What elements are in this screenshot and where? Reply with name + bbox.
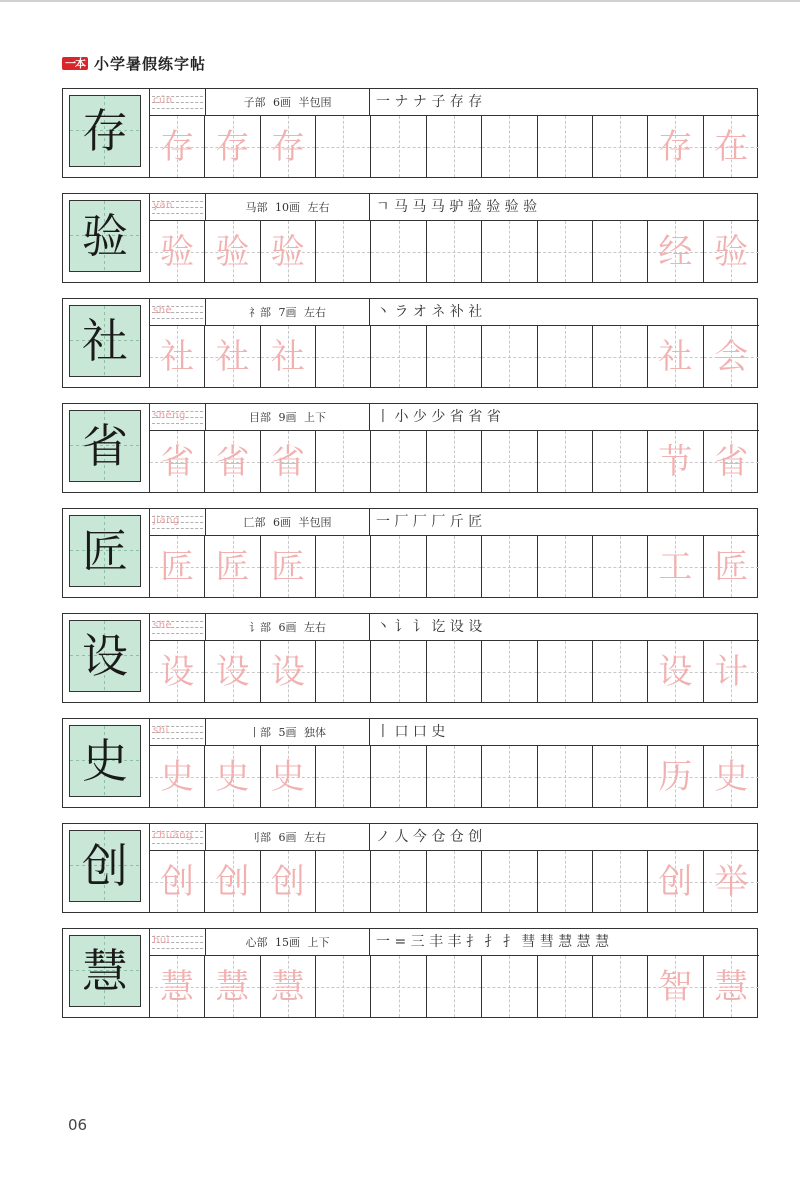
pinyin-box [150, 614, 206, 641]
blank-practice-cell [538, 746, 593, 807]
practice-grid [149, 326, 759, 387]
pinyin-guide-line [152, 423, 203, 424]
character-info-strip [149, 509, 759, 536]
trace-character: 匠 [270, 546, 305, 587]
character-info-strip [149, 404, 759, 431]
pinyin-guide-line [152, 528, 203, 529]
cell-guide-vertical [399, 956, 400, 1017]
pinyin-box [150, 194, 206, 221]
pinyin-box [150, 404, 206, 431]
trace-cell [205, 956, 260, 1017]
blank-practice-cell [316, 431, 371, 492]
character-info-strip [149, 614, 759, 641]
trace-cell [261, 641, 316, 702]
pinyin-text: yàn [153, 200, 173, 211]
cell-guide-vertical [509, 641, 510, 702]
trace-cell [150, 536, 205, 597]
model-character-box [69, 200, 141, 272]
radical-stroke-structure: 匚部 6画 半包围 [206, 509, 370, 536]
cell-guide-vertical [343, 851, 344, 912]
pinyin-guide-line [152, 213, 203, 214]
model-character: 创 [82, 839, 128, 893]
pinyin-text: jiàng [153, 515, 180, 526]
practice-row [62, 718, 758, 808]
pinyin-box [150, 824, 206, 851]
blank-practice-cell [427, 116, 482, 177]
word-cell [648, 116, 703, 177]
trace-cell [150, 221, 205, 282]
practice-row [62, 613, 758, 703]
word-cell [648, 221, 703, 282]
cell-guide-vertical [509, 956, 510, 1017]
trace-character: 省 [160, 441, 195, 482]
cell-guide-vertical [399, 431, 400, 492]
pinyin-guide-line [152, 948, 203, 949]
cell-guide-vertical [620, 956, 621, 1017]
practice-grid [149, 641, 759, 702]
practice-grid [149, 851, 759, 912]
blank-practice-cell [316, 116, 371, 177]
character-info-strip [149, 824, 759, 851]
cell-guide-vertical [399, 641, 400, 702]
radical-stroke-structure: 刂部 6画 左右 [206, 824, 370, 851]
cell-guide-vertical [620, 746, 621, 807]
pinyin-text: shǐ [153, 725, 169, 736]
blank-practice-cell [538, 851, 593, 912]
trace-character: 省 [215, 441, 250, 482]
radical-stroke-structure: 子部 6画 半包围 [206, 89, 370, 116]
blank-practice-cell [427, 956, 482, 1017]
pinyin-text: shè [153, 305, 173, 316]
word-cell [648, 641, 703, 702]
cell-guide-vertical [343, 116, 344, 177]
practice-grid [149, 221, 759, 282]
word-cell [648, 431, 703, 492]
stroke-order: ノ 人 今 仓 仓 创 [376, 829, 483, 845]
stroke-order: 丨 小 少 少 省 省 省 [376, 409, 501, 425]
stroke-order: 丶 ラ オ ネ 补 社 [376, 304, 483, 320]
word-cell [648, 746, 703, 807]
blank-practice-cell [427, 221, 482, 282]
trace-character: 史 [215, 756, 250, 797]
trace-character: 设 [270, 651, 305, 692]
trace-cell [261, 431, 316, 492]
trace-cell [205, 116, 260, 177]
word-cell [704, 221, 759, 282]
cell-guide-vertical [399, 851, 400, 912]
trace-character: 创 [215, 861, 250, 902]
stroke-order: 一 厂 厂 厂 斤 匠 [376, 514, 483, 530]
blank-practice-cell [316, 326, 371, 387]
model-character-box [69, 95, 141, 167]
word-character: 计 [714, 651, 749, 692]
blank-practice-cell [316, 536, 371, 597]
character-info-strip [149, 299, 759, 326]
practice-grid [149, 116, 759, 177]
word-character: 存 [658, 126, 693, 167]
word-character: 举 [714, 861, 749, 902]
blank-practice-cell [316, 746, 371, 807]
trace-cell [261, 116, 316, 177]
trace-character: 社 [270, 336, 305, 377]
stroke-order: 一 ナ ナ 子 存 存 [376, 94, 483, 110]
trace-character: 慧 [160, 966, 195, 1007]
word-character: 省 [714, 441, 749, 482]
cell-guide-vertical [343, 221, 344, 282]
pinyin-guide-line [152, 318, 203, 319]
blank-practice-cell [371, 431, 426, 492]
word-character: 智 [658, 966, 693, 1007]
blank-practice-cell [427, 851, 482, 912]
blank-practice-cell [538, 326, 593, 387]
practice-row [62, 403, 758, 493]
trace-character: 设 [160, 651, 195, 692]
pinyin-box [150, 299, 206, 326]
cell-guide-vertical [343, 956, 344, 1017]
cell-guide-vertical [565, 746, 566, 807]
blank-practice-cell [371, 221, 426, 282]
cell-guide-vertical [509, 536, 510, 597]
cell-guide-vertical [454, 116, 455, 177]
cell-guide-vertical [399, 326, 400, 387]
trace-cell [150, 326, 205, 387]
model-character-box [69, 725, 141, 797]
trace-cell [261, 956, 316, 1017]
radical-stroke-structure: 目部 9画 上下 [206, 404, 370, 431]
cell-guide-vertical [620, 221, 621, 282]
trace-character: 验 [270, 231, 305, 272]
cell-guide-vertical [509, 221, 510, 282]
book-header [62, 52, 206, 74]
blank-practice-cell [538, 956, 593, 1017]
word-character: 验 [714, 231, 749, 272]
blank-practice-cell [427, 641, 482, 702]
trace-cell [150, 116, 205, 177]
word-cell [648, 851, 703, 912]
trace-character: 存 [215, 126, 250, 167]
pinyin-box [150, 509, 206, 536]
pinyin-guide-line [152, 633, 203, 634]
blank-practice-cell [427, 536, 482, 597]
model-character-box [69, 935, 141, 1007]
radical-stroke-structure: 讠部 6画 左右 [206, 614, 370, 641]
model-character: 社 [82, 314, 128, 368]
cell-guide-vertical [565, 641, 566, 702]
book-title: 小学暑假练字帖 [94, 54, 207, 73]
trace-cell [261, 221, 316, 282]
trace-character: 慧 [215, 966, 250, 1007]
trace-character: 创 [270, 861, 305, 902]
trace-cell [205, 746, 260, 807]
cell-guide-vertical [565, 956, 566, 1017]
cell-guide-vertical [454, 641, 455, 702]
model-character: 省 [82, 419, 128, 473]
trace-character: 省 [270, 441, 305, 482]
blank-practice-cell [482, 851, 537, 912]
blank-practice-cell [482, 221, 537, 282]
cell-guide-vertical [565, 326, 566, 387]
cell-guide-vertical [454, 536, 455, 597]
blank-practice-cell [316, 221, 371, 282]
blank-practice-cell [593, 116, 648, 177]
word-cell [704, 116, 759, 177]
blank-practice-cell [538, 116, 593, 177]
character-info-strip [149, 929, 759, 956]
radical-stroke-structure: 礻部 7画 左右 [206, 299, 370, 326]
pinyin-guide-line [152, 738, 203, 739]
blank-practice-cell [482, 956, 537, 1017]
character-info-strip [149, 719, 759, 746]
cell-guide-vertical [620, 431, 621, 492]
blank-practice-cell [427, 431, 482, 492]
trace-character: 匠 [215, 546, 250, 587]
cell-guide-vertical [343, 746, 344, 807]
word-cell [704, 746, 759, 807]
word-character: 创 [658, 861, 693, 902]
cell-guide-vertical [509, 116, 510, 177]
page-number: 06 [68, 1116, 88, 1134]
model-character: 存 [82, 104, 128, 158]
trace-cell [205, 431, 260, 492]
word-character: 在 [714, 126, 749, 167]
blank-practice-cell [427, 326, 482, 387]
cell-guide-vertical [509, 326, 510, 387]
blank-practice-cell [371, 536, 426, 597]
model-character-box [69, 305, 141, 377]
trace-character: 社 [160, 336, 195, 377]
model-character-box [69, 410, 141, 482]
trace-character: 史 [160, 756, 195, 797]
word-cell [704, 326, 759, 387]
blank-practice-cell [482, 326, 537, 387]
cell-guide-vertical [343, 641, 344, 702]
blank-practice-cell [593, 326, 648, 387]
blank-practice-cell [538, 221, 593, 282]
cell-guide-vertical [620, 851, 621, 912]
blank-practice-cell [316, 641, 371, 702]
cell-guide-vertical [509, 431, 510, 492]
practice-row [62, 88, 758, 178]
radical-stroke-structure: 马部 10画 左右 [206, 194, 370, 221]
trace-character: 设 [215, 651, 250, 692]
pinyin-text: shěng [153, 410, 186, 421]
blank-practice-cell [593, 536, 648, 597]
model-character: 匠 [82, 524, 128, 578]
word-character: 会 [714, 336, 749, 377]
cell-guide-vertical [454, 956, 455, 1017]
character-info-strip [149, 194, 759, 221]
pinyin-text: huì [153, 935, 170, 946]
cell-guide-vertical [620, 641, 621, 702]
trace-cell [261, 746, 316, 807]
trace-character: 验 [215, 231, 250, 272]
blank-practice-cell [371, 956, 426, 1017]
stroke-order: 丨 口 口 史 [376, 724, 446, 740]
blank-practice-cell [371, 326, 426, 387]
blank-practice-cell [371, 851, 426, 912]
practice-grid [149, 746, 759, 807]
stroke-order: 一 = 三 丰 丰 扌 扌 扌 彗 彗 慧 慧 慧 [376, 934, 610, 950]
word-character: 社 [658, 336, 693, 377]
blank-practice-cell [371, 116, 426, 177]
cell-guide-vertical [620, 326, 621, 387]
blank-practice-cell [482, 641, 537, 702]
trace-cell [261, 326, 316, 387]
word-cell [648, 536, 703, 597]
blank-practice-cell [371, 641, 426, 702]
cell-guide-vertical [343, 536, 344, 597]
blank-practice-cell [316, 851, 371, 912]
cell-guide-vertical [509, 746, 510, 807]
cell-guide-vertical [454, 221, 455, 282]
trace-character: 史 [270, 756, 305, 797]
practice-row [62, 823, 758, 913]
model-character: 史 [82, 734, 128, 788]
word-character: 工 [658, 546, 693, 587]
word-character: 经 [658, 231, 693, 272]
trace-character: 慧 [270, 966, 305, 1007]
pinyin-box [150, 719, 206, 746]
cell-guide-vertical [565, 851, 566, 912]
blank-practice-cell [538, 641, 593, 702]
blank-practice-cell [593, 221, 648, 282]
cell-guide-vertical [565, 536, 566, 597]
cell-guide-vertical [399, 116, 400, 177]
word-character: 史 [714, 756, 749, 797]
blank-practice-cell [593, 851, 648, 912]
blank-practice-cell [482, 116, 537, 177]
model-character-box [69, 830, 141, 902]
word-cell [704, 956, 759, 1017]
blank-practice-cell [593, 431, 648, 492]
cell-guide-vertical [399, 536, 400, 597]
word-cell [704, 431, 759, 492]
trace-cell [150, 851, 205, 912]
word-character: 慧 [714, 966, 749, 1007]
cell-guide-vertical [454, 746, 455, 807]
practice-grid [149, 536, 759, 597]
trace-cell [261, 536, 316, 597]
blank-practice-cell [538, 536, 593, 597]
word-cell [704, 851, 759, 912]
cell-guide-vertical [509, 851, 510, 912]
character-info-strip [149, 89, 759, 116]
practice-row [62, 508, 758, 598]
word-character: 匠 [714, 546, 749, 587]
blank-practice-cell [427, 746, 482, 807]
trace-cell [205, 221, 260, 282]
pinyin-box [150, 89, 206, 116]
pinyin-text: chuàng [153, 830, 193, 841]
practice-row [62, 928, 758, 1018]
model-character: 验 [82, 209, 128, 263]
blank-practice-cell [482, 536, 537, 597]
trace-cell [150, 641, 205, 702]
model-character: 慧 [82, 944, 128, 998]
trace-cell [205, 641, 260, 702]
cell-guide-vertical [565, 116, 566, 177]
pinyin-box [150, 929, 206, 956]
cell-guide-vertical [454, 431, 455, 492]
pinyin-text: shè [153, 620, 173, 631]
blank-practice-cell [593, 641, 648, 702]
word-character: 节 [658, 441, 693, 482]
cell-guide-vertical [343, 431, 344, 492]
blank-practice-cell [593, 746, 648, 807]
practice-grid [149, 431, 759, 492]
practice-row [62, 193, 758, 283]
practice-row [62, 298, 758, 388]
cell-guide-vertical [399, 746, 400, 807]
trace-character: 社 [215, 336, 250, 377]
trace-character: 存 [270, 126, 305, 167]
cell-guide-vertical [343, 326, 344, 387]
word-character: 历 [658, 756, 693, 797]
trace-cell [261, 851, 316, 912]
stroke-order: 丶 讠 讠 讫 设 设 [376, 619, 483, 635]
pinyin-guide-line [152, 843, 203, 844]
model-character: 设 [82, 629, 128, 683]
trace-cell [150, 746, 205, 807]
practice-grid [149, 956, 759, 1017]
stroke-order: ㄱ 马 马 马 驴 验 验 验 验 [376, 199, 538, 215]
trace-cell [205, 536, 260, 597]
cell-guide-vertical [620, 536, 621, 597]
word-character: 设 [658, 651, 693, 692]
model-character-box [69, 620, 141, 692]
word-cell [648, 326, 703, 387]
blank-practice-cell [482, 431, 537, 492]
blank-practice-cell [593, 956, 648, 1017]
blank-practice-cell [482, 746, 537, 807]
model-character-box [69, 515, 141, 587]
blank-practice-cell [316, 956, 371, 1017]
cell-guide-vertical [399, 221, 400, 282]
cell-guide-vertical [565, 431, 566, 492]
trace-character: 创 [160, 861, 195, 902]
trace-character: 存 [160, 126, 195, 167]
word-cell [704, 536, 759, 597]
cell-guide-vertical [620, 116, 621, 177]
trace-character: 验 [160, 231, 195, 272]
blank-practice-cell [538, 431, 593, 492]
cell-guide-vertical [454, 851, 455, 912]
cell-guide-vertical [454, 326, 455, 387]
trace-cell [150, 431, 205, 492]
radical-stroke-structure: 丨部 5画 独体 [206, 719, 370, 746]
word-cell [648, 956, 703, 1017]
trace-cell [150, 956, 205, 1017]
top-edge-line [0, 0, 800, 2]
blank-practice-cell [371, 746, 426, 807]
trace-cell [205, 326, 260, 387]
publisher-logo: 一本 [62, 57, 88, 70]
radical-stroke-structure: 心部 15画 上下 [206, 929, 370, 956]
word-cell [704, 641, 759, 702]
cell-guide-vertical [565, 221, 566, 282]
pinyin-text: cún [153, 95, 173, 106]
trace-character: 匠 [160, 546, 195, 587]
pinyin-guide-line [152, 108, 203, 109]
trace-cell [205, 851, 260, 912]
